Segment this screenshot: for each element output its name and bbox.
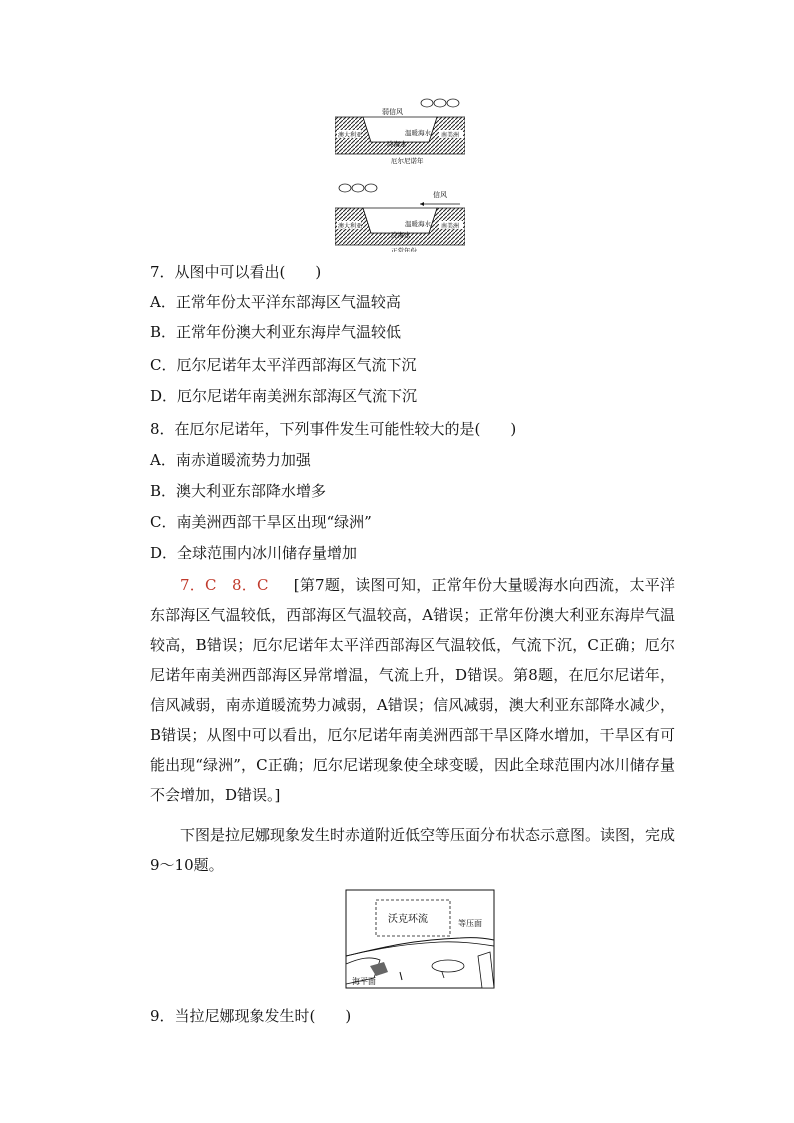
- el-nino-diagram: [335, 92, 465, 252]
- left-land-label: 澳大利亚: [338, 223, 363, 230]
- panel-caption: 厄尔尼诺年: [391, 157, 424, 165]
- right-land-label: 南美洲: [441, 223, 460, 230]
- question-9-stem: 9．当拉尼娜现象发生时( ): [150, 1007, 352, 1025]
- warm-water-label: 温暖海水: [405, 129, 431, 137]
- wind-label: 弱信风: [382, 108, 403, 116]
- cold-water-label: 冷海水: [391, 231, 411, 239]
- left-land-label: 澳大利亚: [338, 132, 363, 139]
- answer-key: 7．C 8．C: [180, 576, 269, 594]
- q7-option-c: C．厄尔尼诺年太平洋西部海区气流下沉: [150, 356, 417, 374]
- q8-option-d: D．全球范围内冰川储存量增加: [150, 544, 358, 562]
- normal-year-panel: [335, 184, 465, 252]
- q7-option-b: B．正常年份澳大利亚东海岸气温较低: [150, 323, 402, 341]
- right-land-label: 南美洲: [441, 132, 460, 139]
- warm-water-label: 温暖海水: [405, 220, 431, 228]
- question-8-stem: 8．在厄尔尼诺年，下列事件发生可能性较大的是( ): [150, 420, 517, 438]
- panel-caption: 正常年份: [391, 247, 417, 252]
- walker-circulation-label: 沃克环流: [388, 914, 428, 925]
- answer-explanation: [150, 570, 675, 810]
- el-nino-year-panel: [335, 99, 465, 165]
- q8-option-b: B．澳大利亚东部降水增多: [150, 482, 327, 500]
- cloud-icon: [421, 99, 459, 107]
- sea-level-label: 海平面: [352, 977, 376, 986]
- q8-option-a: A．南赤道暖流势力加强: [150, 451, 311, 469]
- cold-water-label: 冷海水: [387, 140, 407, 148]
- q7-option-d: D．厄尔尼诺年南美洲东部海区气流下沉: [150, 387, 418, 405]
- cloud-icon: [339, 184, 377, 192]
- q7-option-a: A．正常年份太平洋东部海区气温较高: [150, 293, 401, 311]
- answer-text: [第7题，读图可知，正常年份大量暖海水向西流，太平洋东部海区气温较低，西部海区气温较高，A错误；正常年份澳大利亚东海岸气温较高，B错误；厄尔尼诺年太平洋西部海区气温较低，气流下沉，C正确；厄尔尼诺年南美洲西部海区异常增温，气流上升，D错误。第8题，在厄尔尼诺年，信风减弱，南赤道暖流势力减弱，A错误；信风减弱，澳大利亚东部降水减少，B错误；从图中可以看出，厄尔尼诺年南美洲西部干旱区降水增加，干旱区有可能出现“绿洲”，C正确；厄尔尼诺现象使全球变暖，因此全球范围内冰川储存量不会增加，D错误。]: [150, 576, 675, 804]
- intro-text: 下图是拉尼娜现象发生时赤道附近低空等压面分布状态示意图。读图，完成9～10题。: [150, 826, 676, 874]
- isobar-label: 等压面: [458, 919, 482, 928]
- question-7-stem: 7．从图中可以看出( ): [150, 263, 322, 281]
- q8-option-c: C．南美洲西部干旱区出现“绿洲”: [150, 513, 372, 531]
- wind-label: 信风: [433, 191, 447, 199]
- la-nina-diagram: [340, 888, 500, 992]
